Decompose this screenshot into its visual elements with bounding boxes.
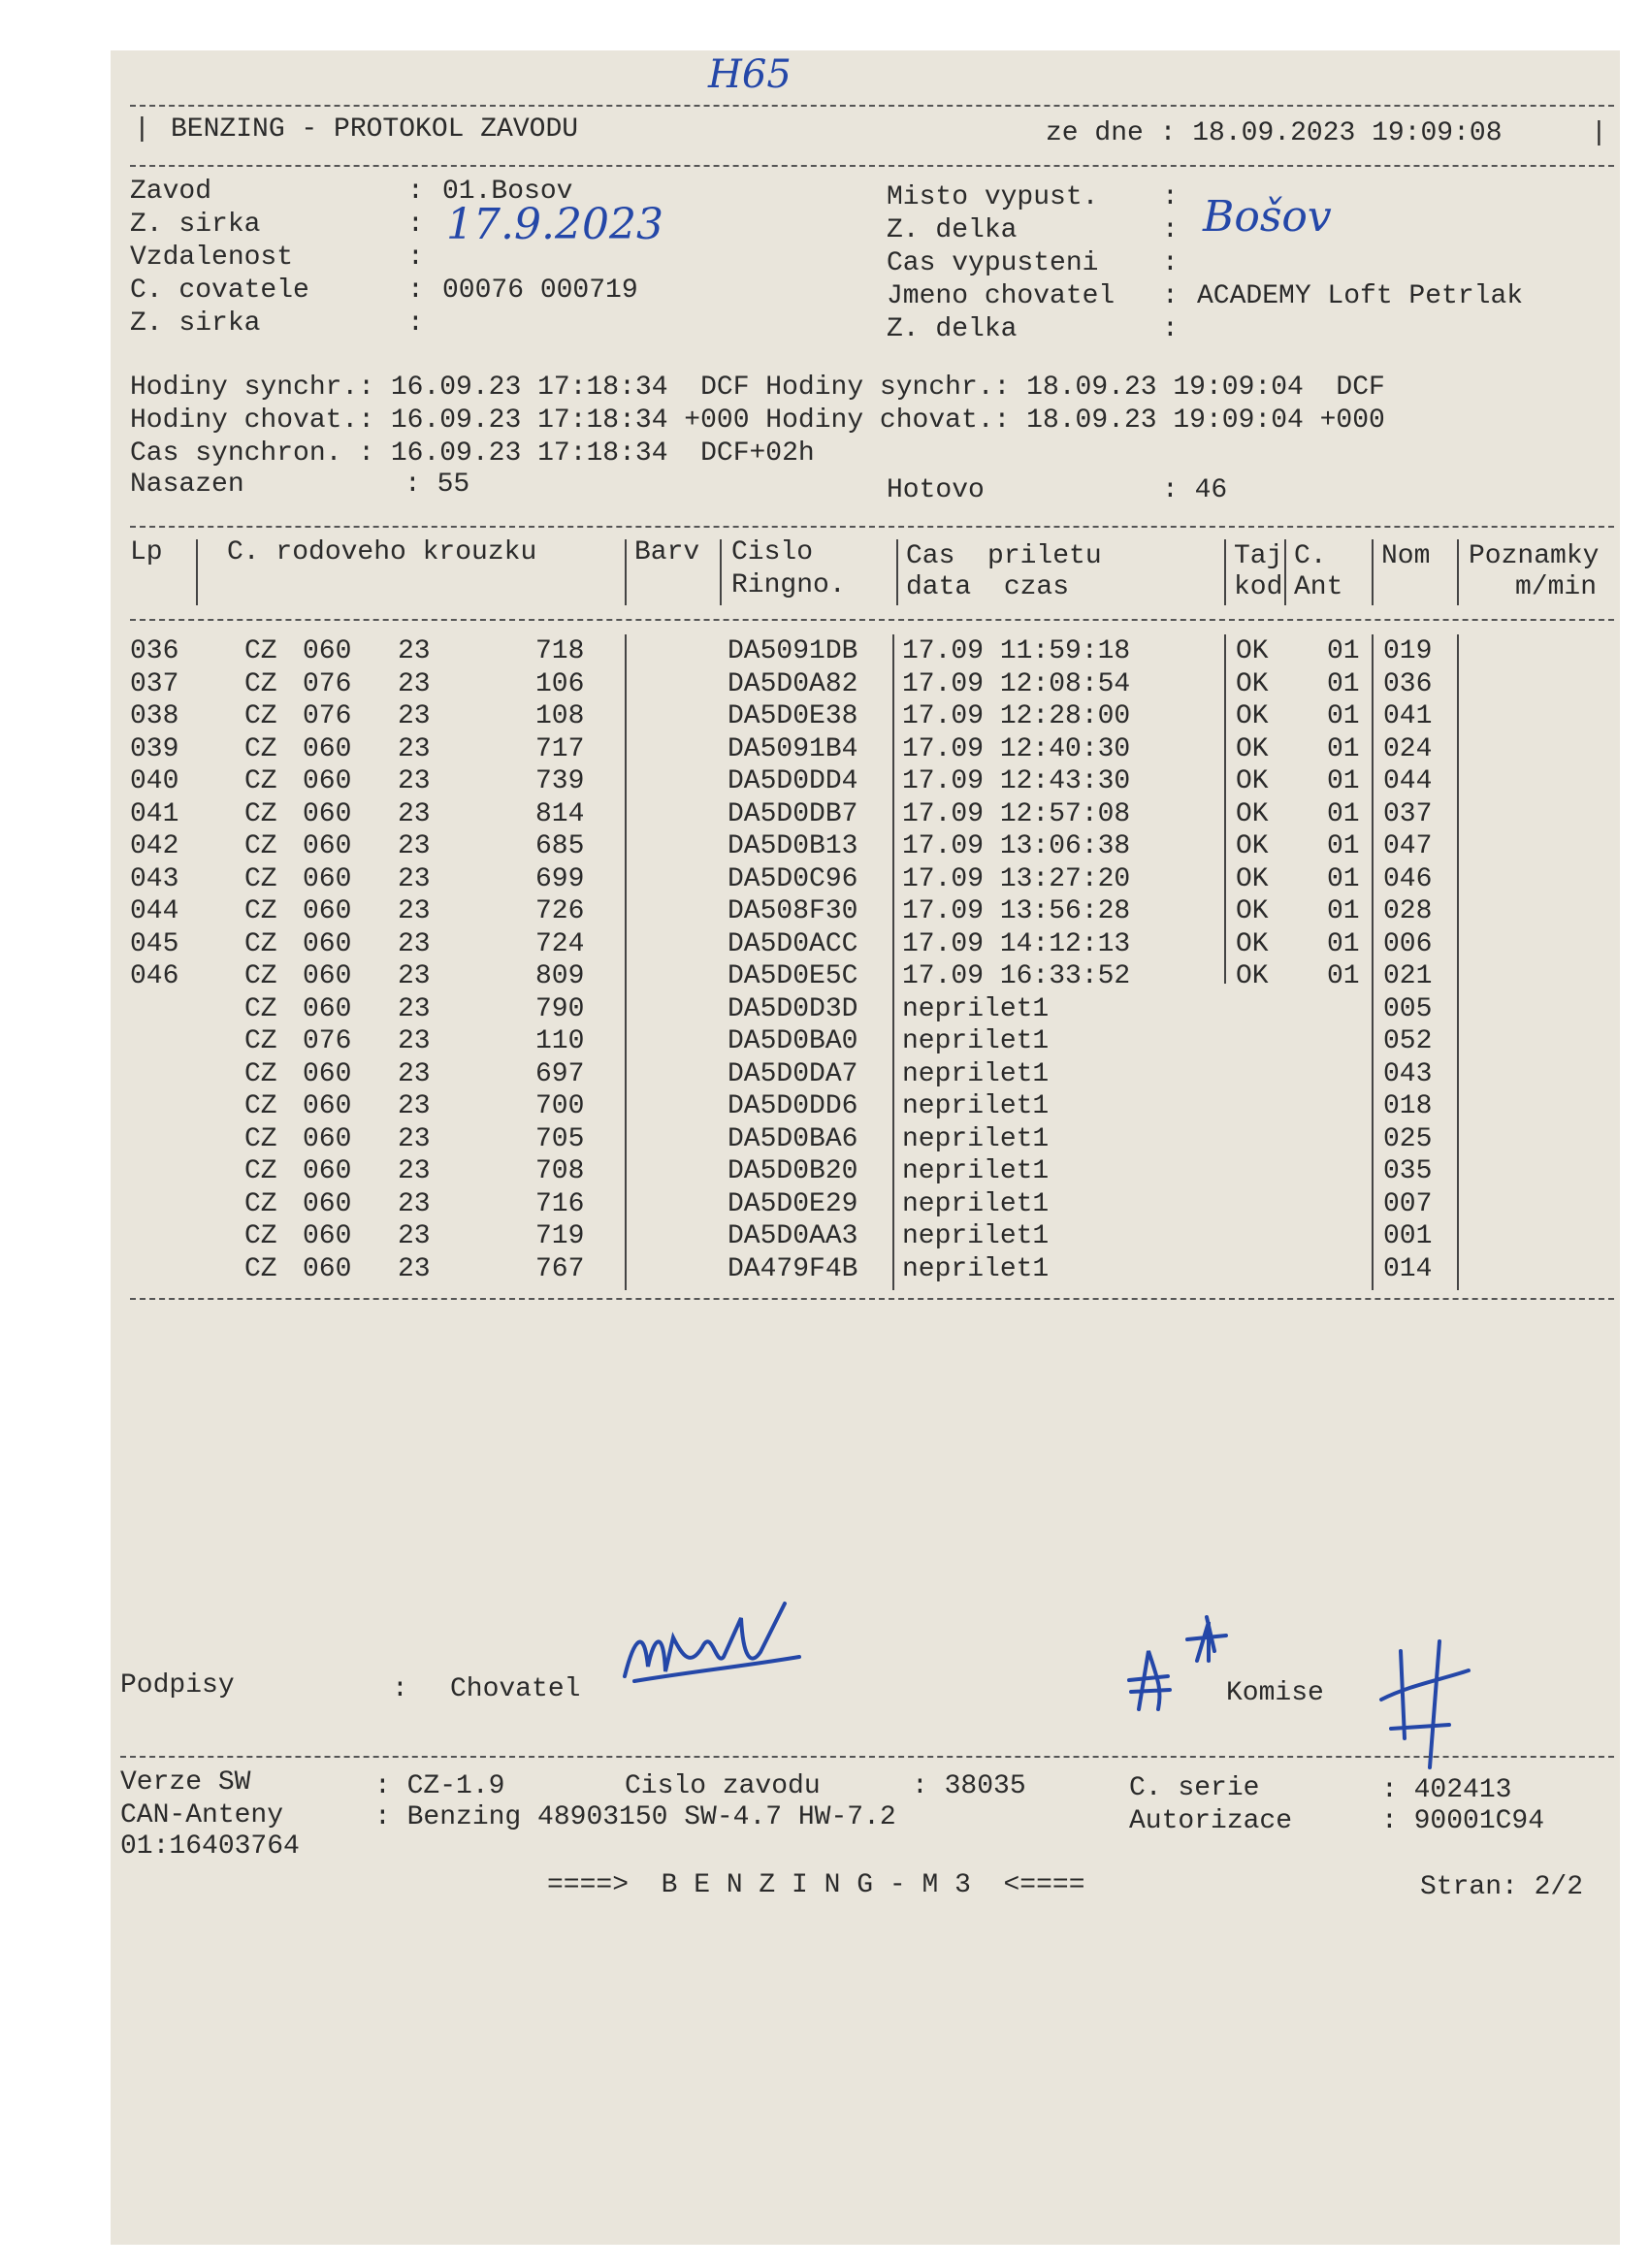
cell-year: 23 — [398, 668, 431, 699]
cell-year: 23 — [398, 636, 431, 666]
cell-ringno: DA5D0A82 — [728, 668, 858, 699]
report-date: 18.09.2023 19:09:08 — [1192, 118, 1503, 148]
cell-year: 23 — [398, 896, 431, 926]
cell-arrival: neprilet1 — [902, 1156, 1050, 1186]
info-label: Jmeno chovatel — [887, 281, 1116, 311]
cell-nom: 052 — [1383, 1026, 1433, 1056]
cell-country: CZ — [244, 928, 277, 959]
cell-country: CZ — [244, 1221, 277, 1251]
autor-label: Autorizace — [1129, 1806, 1293, 1836]
can-value: : Benzing 48903150 SW-4.7 HW-7.2 — [374, 1802, 896, 1832]
cell-lp: 042 — [130, 831, 179, 861]
divider — [130, 526, 1614, 528]
verze-label: Verze SW — [120, 1767, 251, 1798]
cell-org: 076 — [303, 668, 352, 699]
cell-ringno: DA5D0BA0 — [728, 1026, 858, 1056]
cell-arrival: neprilet1 — [902, 1091, 1050, 1121]
col-header-ring: C. rodoveho krouzku — [227, 537, 537, 567]
cell-ant: 01 — [1327, 961, 1360, 991]
col-sep — [1372, 634, 1374, 1290]
cell-org: 060 — [303, 993, 352, 1024]
cell-ant: 01 — [1327, 733, 1360, 764]
cell-org: 060 — [303, 733, 352, 764]
cell-ring-number: 739 — [535, 766, 585, 796]
cell-ring-number: 108 — [535, 701, 585, 731]
cell-ring-number: 767 — [535, 1253, 585, 1284]
col-header-taj: Taj — [1234, 541, 1283, 571]
clock-row-3: Cas synchron. : 16.09.23 17:18:34 DCF+02h — [130, 438, 815, 469]
clock-row-1: Hodiny synchr.: 16.09.23 17:18:34 DCF Hodiny synchr.: 18.09.23 19:09:04 DCF — [130, 373, 1385, 403]
col-header-poznamky: Poznamky — [1469, 541, 1600, 571]
date-label: ze dne : 18.09.2023 19:09:08 — [1046, 118, 1503, 148]
cell-country: CZ — [244, 1123, 277, 1154]
cell-taj: OK — [1236, 701, 1269, 731]
cell-year: 23 — [398, 766, 431, 796]
cell-year: 23 — [398, 1156, 431, 1186]
divider — [130, 1298, 1614, 1300]
info-label: Misto vypust. — [887, 182, 1099, 212]
cell-nom: 019 — [1383, 636, 1433, 666]
cell-nom: 046 — [1383, 863, 1433, 894]
cell-nom: 036 — [1383, 668, 1433, 699]
info-label: Z. delka — [887, 215, 1018, 245]
cell-org: 060 — [303, 1221, 352, 1251]
cell-arrival: neprilet1 — [902, 1188, 1050, 1219]
cell-lp: 038 — [130, 701, 179, 731]
cell-ring-number: 708 — [535, 1156, 585, 1186]
cell-ant: 01 — [1327, 896, 1360, 926]
cislo-value: : 38035 — [912, 1771, 1026, 1801]
cell-ringno: DA5D0E38 — [728, 701, 858, 731]
cell-org: 060 — [303, 1058, 352, 1089]
cell-ringno: DA5091B4 — [728, 733, 858, 764]
cell-ringno: DA5D0D3D — [728, 993, 858, 1024]
cell-taj: OK — [1236, 831, 1269, 861]
divider — [130, 165, 1614, 167]
cell-ring-number: 110 — [535, 1026, 585, 1056]
cell-org: 060 — [303, 798, 352, 829]
cell-ring-number: 718 — [535, 636, 585, 666]
header-left-bar: | — [134, 114, 150, 145]
cell-arrival: neprilet1 — [902, 1253, 1050, 1284]
cell-org: 060 — [303, 1123, 352, 1154]
cell-org: 060 — [303, 1188, 352, 1219]
cell-ringno: DA508F30 — [728, 896, 858, 926]
col-header-cislo: Cislo — [731, 537, 814, 567]
cell-org: 076 — [303, 1026, 352, 1056]
col-header-ringno: Ringno. — [731, 570, 846, 600]
cell-year: 23 — [398, 961, 431, 991]
antenna-id: 01:16403764 — [120, 1831, 300, 1862]
info-label: Cas vypusteni — [887, 248, 1099, 278]
cell-ring-number: 790 — [535, 993, 585, 1024]
cell-arrival: 17.09 16:33:52 — [902, 961, 1131, 991]
cell-ring-number: 697 — [535, 1058, 585, 1089]
cell-ringno: DA5D0DD6 — [728, 1091, 858, 1121]
podpisy-label: Podpisy — [120, 1670, 235, 1701]
cell-year: 23 — [398, 1188, 431, 1219]
cell-nom: 047 — [1383, 831, 1433, 861]
cell-lp: 039 — [130, 733, 179, 764]
cell-lp: 045 — [130, 928, 179, 959]
cell-nom: 007 — [1383, 1188, 1433, 1219]
col-header-c: C. — [1294, 541, 1327, 571]
col-header-nom: Nom — [1381, 541, 1431, 571]
cell-ringno: DA5D0AA3 — [728, 1221, 858, 1251]
cell-year: 23 — [398, 1026, 431, 1056]
cell-ant: 01 — [1327, 928, 1360, 959]
col-sep — [720, 539, 722, 605]
col-sep — [892, 634, 894, 1290]
cell-org: 060 — [303, 831, 352, 861]
cell-country: CZ — [244, 1188, 277, 1219]
col-sep — [1372, 539, 1374, 605]
cell-country: CZ — [244, 961, 277, 991]
cell-ringno: DA5D0ACC — [728, 928, 858, 959]
cell-ringno: DA5D0E5C — [728, 961, 858, 991]
info-colon: : — [1162, 314, 1179, 344]
cell-org: 060 — [303, 1091, 352, 1121]
cell-nom: 037 — [1383, 798, 1433, 829]
handwritten-date: 17.9.2023 — [446, 200, 663, 249]
cell-ant: 01 — [1327, 668, 1360, 699]
cell-ringno: DA5D0BA6 — [728, 1123, 858, 1154]
serie-value: : 402413 — [1381, 1775, 1512, 1805]
serie-label: C. serie — [1129, 1773, 1260, 1803]
cell-country: CZ — [244, 1058, 277, 1089]
clock-row-2: Hodiny chovat.: 16.09.23 17:18:34 +000 Hodiny chovat.: 18.09.23 19:09:04 +000 — [130, 405, 1385, 436]
cell-taj: OK — [1236, 798, 1269, 829]
cell-year: 23 — [398, 1123, 431, 1154]
col-sep — [1457, 634, 1459, 1290]
cell-ring-number: 724 — [535, 928, 585, 959]
info-colon: : — [407, 177, 424, 207]
cell-arrival: 17.09 12:08:54 — [902, 668, 1131, 699]
cell-org: 060 — [303, 766, 352, 796]
info-label: C. covatele — [130, 275, 309, 306]
cell-country: CZ — [244, 668, 277, 699]
cell-country: CZ — [244, 798, 277, 829]
cell-nom: 006 — [1383, 928, 1433, 959]
cell-nom: 028 — [1383, 896, 1433, 926]
col-sep — [1224, 539, 1226, 605]
nasazen-value: : 55 — [404, 470, 470, 500]
info-label: Z. delka — [887, 314, 1018, 344]
hotovo-value: : 46 — [1162, 475, 1228, 505]
cell-ringno: DA5D0B13 — [728, 831, 858, 861]
cell-org: 076 — [303, 701, 352, 731]
col-header-mmin: m/min — [1515, 572, 1598, 602]
cell-ringno: DA5D0DB7 — [728, 798, 858, 829]
col-header-lp: Lp — [130, 537, 163, 567]
col-sep — [625, 539, 627, 605]
cell-ringno: DA5D0DD4 — [728, 766, 858, 796]
brand-line: ====> B E N Z I N G - M 3 <==== — [547, 1870, 1085, 1900]
cell-ringno: DA5D0B20 — [728, 1156, 858, 1186]
cell-lp: 044 — [130, 896, 179, 926]
col-sep — [196, 539, 198, 605]
cell-ant: 01 — [1327, 863, 1360, 894]
cell-ant: 01 — [1327, 766, 1360, 796]
cell-lp: 036 — [130, 636, 179, 666]
cell-year: 23 — [398, 1091, 431, 1121]
col-header-cas: Cas priletu — [906, 541, 1102, 571]
chovatel-signature — [615, 1599, 809, 1696]
info-colon: : — [1162, 281, 1179, 311]
info-value: 01.Bosov — [442, 177, 573, 207]
cell-nom: 005 — [1383, 993, 1433, 1024]
cell-org: 060 — [303, 896, 352, 926]
cell-ring-number: 705 — [535, 1123, 585, 1154]
cell-taj: OK — [1236, 733, 1269, 764]
cell-taj: OK — [1236, 766, 1269, 796]
cell-country: CZ — [244, 636, 277, 666]
cell-ring-number: 726 — [535, 896, 585, 926]
cell-taj: OK — [1236, 668, 1269, 699]
cell-nom: 035 — [1383, 1156, 1433, 1186]
cell-year: 23 — [398, 1221, 431, 1251]
cell-country: CZ — [244, 831, 277, 861]
cell-nom: 018 — [1383, 1091, 1433, 1121]
info-label: Vzdalenost — [130, 243, 294, 273]
cell-ringno: DA479F4B — [728, 1253, 858, 1284]
col-sep — [1224, 634, 1226, 984]
hotovo-count: 46 — [1194, 475, 1228, 505]
cell-year: 23 — [398, 1253, 431, 1284]
cell-org: 060 — [303, 1156, 352, 1186]
cell-arrival: 17.09 11:59:18 — [902, 636, 1131, 666]
cell-ringno: DA5D0DA7 — [728, 1058, 858, 1089]
divider — [130, 105, 1614, 107]
info-label: Zavod — [130, 177, 212, 207]
col-sep — [896, 539, 898, 605]
cell-country: CZ — [244, 1253, 277, 1284]
cell-ringno: DA5D0E29 — [728, 1188, 858, 1219]
can-label: CAN-Anteny — [120, 1800, 284, 1831]
cell-taj: OK — [1236, 896, 1269, 926]
cell-org: 060 — [303, 863, 352, 894]
c-serie: 402413 — [1413, 1775, 1512, 1805]
info-value: 00076 000719 — [442, 275, 638, 306]
cell-country: CZ — [244, 701, 277, 731]
document-title: BENZING - PROTOKOL ZAVODU — [171, 114, 579, 145]
cell-country: CZ — [244, 766, 277, 796]
cell-lp: 043 — [130, 863, 179, 894]
col-header-kod: kod — [1234, 572, 1283, 602]
chovatel-label: Chovatel — [450, 1674, 581, 1704]
cell-ring-number: 717 — [535, 733, 585, 764]
cell-year: 23 — [398, 928, 431, 959]
cell-year: 23 — [398, 863, 431, 894]
cell-arrival: 17.09 12:28:00 — [902, 701, 1131, 731]
komise-signature-1 — [1119, 1612, 1255, 1719]
info-colon: : — [1162, 215, 1179, 245]
nasazen-label: Nasazen — [130, 470, 244, 500]
cell-nom: 041 — [1383, 701, 1433, 731]
handwritten-place: Bošov — [1203, 192, 1332, 242]
info-label: Z. sirka — [130, 308, 261, 339]
autorizace: 90001C94 — [1413, 1806, 1545, 1836]
cell-country: CZ — [244, 1156, 277, 1186]
can-anteny: Benzing 48903150 SW-4.7 HW-7.2 — [406, 1802, 896, 1832]
verze-value: : CZ-1.9 — [374, 1771, 505, 1801]
cell-country: CZ — [244, 1091, 277, 1121]
info-colon: : — [407, 243, 424, 273]
cell-year: 23 — [398, 993, 431, 1024]
cell-ring-number: 106 — [535, 668, 585, 699]
cell-ringno: DA5D0C96 — [728, 863, 858, 894]
cell-taj: OK — [1236, 636, 1269, 666]
cell-arrival: neprilet1 — [902, 1058, 1050, 1089]
handwritten-mark: H65 — [708, 52, 792, 97]
cell-ring-number: 809 — [535, 961, 585, 991]
cell-ring-number: 700 — [535, 1091, 585, 1121]
cell-ring-number: 814 — [535, 798, 585, 829]
cell-arrival: neprilet1 — [902, 1026, 1050, 1056]
cell-lp: 040 — [130, 766, 179, 796]
cell-ant: 01 — [1327, 798, 1360, 829]
cell-arrival: neprilet1 — [902, 1221, 1050, 1251]
col-sep — [1284, 539, 1286, 605]
info-colon: : — [1162, 248, 1179, 278]
cell-nom: 043 — [1383, 1058, 1433, 1089]
cell-arrival: 17.09 13:06:38 — [902, 831, 1131, 861]
cell-country: CZ — [244, 733, 277, 764]
autor-value: : 90001C94 — [1381, 1806, 1545, 1836]
cell-arrival: 17.09 12:57:08 — [902, 798, 1131, 829]
cell-arrival: 17.09 13:27:20 — [902, 863, 1131, 894]
cell-country: CZ — [244, 1026, 277, 1056]
cell-taj: OK — [1236, 928, 1269, 959]
col-header-barv: Barv — [634, 537, 700, 567]
protocol-sheet — [111, 50, 1620, 2245]
page-number: Stran: 2/2 — [1420, 1872, 1584, 1902]
cell-taj: OK — [1236, 863, 1269, 894]
komise-label: Komise — [1226, 1678, 1324, 1708]
info-colon: : — [407, 275, 424, 306]
cell-year: 23 — [398, 798, 431, 829]
cell-country: CZ — [244, 863, 277, 894]
cell-ant: 01 — [1327, 831, 1360, 861]
cell-org: 060 — [303, 961, 352, 991]
cell-ringno: DA5091DB — [728, 636, 858, 666]
info-colon: : — [407, 210, 424, 240]
cell-nom: 021 — [1383, 961, 1433, 991]
hotovo-label: Hotovo — [887, 475, 985, 505]
info-label: Z. sirka — [130, 210, 261, 240]
cell-year: 23 — [398, 831, 431, 861]
verze-sw: CZ-1.9 — [406, 1771, 505, 1801]
cell-lp: 046 — [130, 961, 179, 991]
cell-ring-number: 716 — [535, 1188, 585, 1219]
date-label-text: ze dne — [1046, 118, 1144, 148]
divider — [120, 1756, 1614, 1758]
cell-nom: 044 — [1383, 766, 1433, 796]
info-value: ACADEMY Loft Petrlak — [1197, 281, 1524, 311]
cell-org: 060 — [303, 636, 352, 666]
cislo-zavodu: 38035 — [944, 1771, 1026, 1801]
info-colon: : — [1162, 182, 1179, 212]
cell-nom: 014 — [1383, 1253, 1433, 1284]
cell-ring-number: 719 — [535, 1221, 585, 1251]
cell-ant: 01 — [1327, 636, 1360, 666]
signature-colon: : — [392, 1674, 408, 1704]
cell-ring-number: 699 — [535, 863, 585, 894]
cell-ant: 01 — [1327, 701, 1360, 731]
cell-arrival: 17.09 12:40:30 — [902, 733, 1131, 764]
cell-lp: 041 — [130, 798, 179, 829]
cell-year: 23 — [398, 733, 431, 764]
divider — [130, 619, 1614, 621]
cell-org: 060 — [303, 928, 352, 959]
cell-country: CZ — [244, 993, 277, 1024]
col-sep — [1457, 539, 1459, 605]
cislo-label: Cislo zavodu — [625, 1771, 821, 1801]
cell-nom: 024 — [1383, 733, 1433, 764]
cell-country: CZ — [244, 896, 277, 926]
cell-org: 060 — [303, 1253, 352, 1284]
nasazen-count: 55 — [436, 470, 470, 500]
cell-ring-number: 685 — [535, 831, 585, 861]
cell-arrival: 17.09 14:12:13 — [902, 928, 1131, 959]
cell-nom: 001 — [1383, 1221, 1433, 1251]
cell-year: 23 — [398, 701, 431, 731]
header-right-bar: | — [1591, 118, 1607, 148]
col-header-ant: Ant — [1294, 572, 1343, 602]
cell-arrival: 17.09 12:43:30 — [902, 766, 1131, 796]
col-header-datacas: data czas — [906, 572, 1070, 602]
cell-arrival: 17.09 13:56:28 — [902, 896, 1131, 926]
cell-lp: 037 — [130, 668, 179, 699]
info-colon: : — [407, 308, 424, 339]
col-sep — [625, 634, 627, 1290]
cell-taj: OK — [1236, 961, 1269, 991]
cell-nom: 025 — [1383, 1123, 1433, 1154]
cell-year: 23 — [398, 1058, 431, 1089]
cell-arrival: neprilet1 — [902, 993, 1050, 1024]
cell-arrival: neprilet1 — [902, 1123, 1050, 1154]
